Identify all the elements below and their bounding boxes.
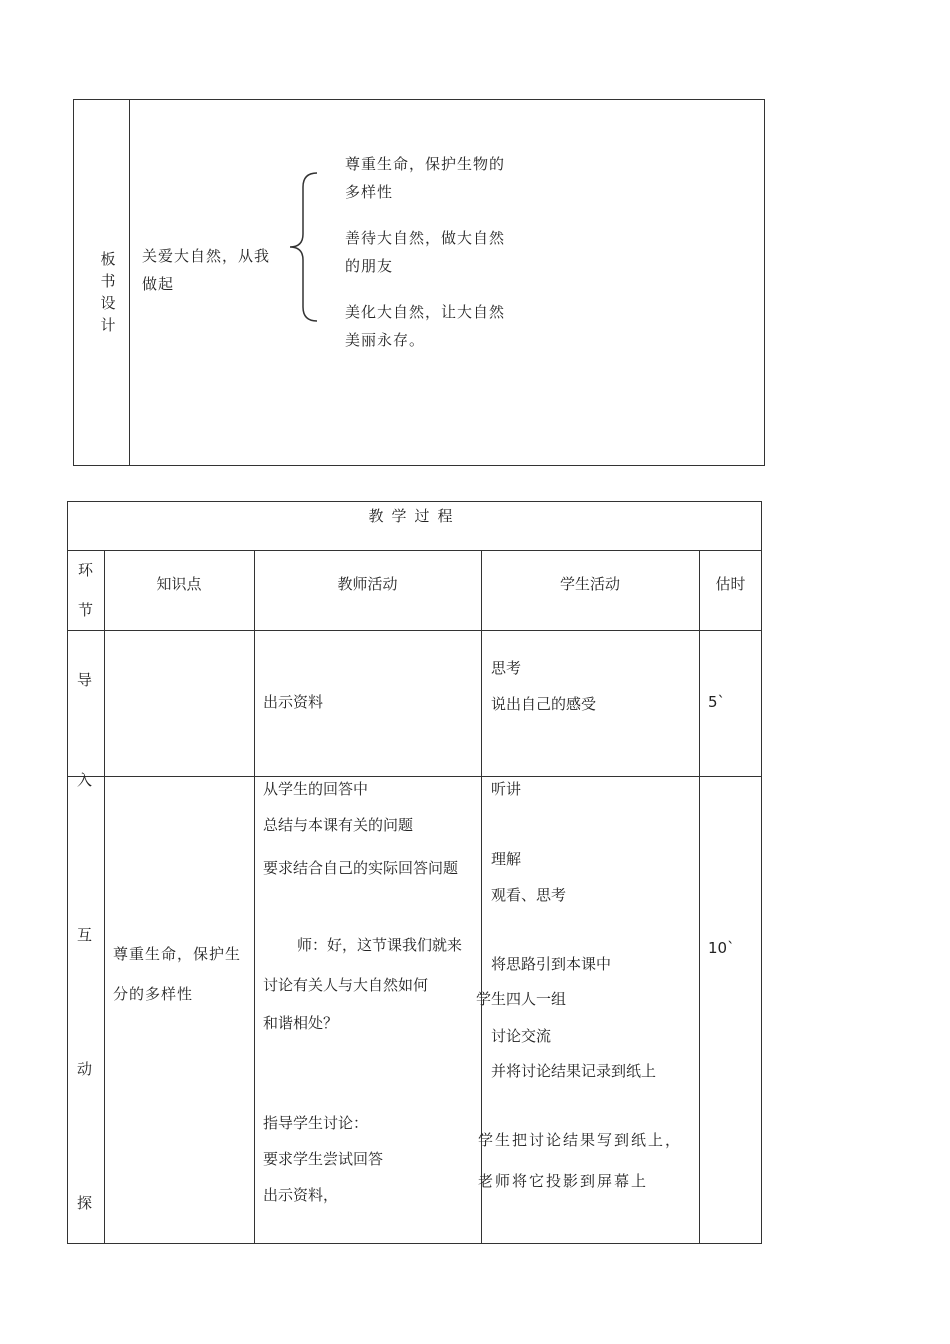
- teacher-line: 师：好，这节课我们就来讨论有关人与大自然如何: [263, 936, 463, 994]
- header-stage: 环节: [77, 561, 93, 619]
- header-student: 学生活动: [559, 575, 620, 593]
- board-label: 板书设计: [100, 250, 116, 334]
- student-line: 学生把讨论结果写到纸上，老师将它投影到屏幕上: [478, 1131, 683, 1190]
- board-branch-3: 美化大自然，让大自然美丽永存。: [345, 303, 506, 349]
- header-time: 估时: [715, 575, 746, 593]
- student-line: 讨论交流: [491, 1027, 552, 1045]
- student-line: 听讲: [491, 780, 522, 798]
- board-branch-2: 善待大自然，做大自然的朋友: [345, 229, 506, 275]
- header-knowledge: 知识点: [156, 575, 202, 593]
- student-line: 理解: [491, 850, 522, 868]
- teacher-line: 总结与本课有关的问题: [263, 816, 414, 834]
- table-rule: [699, 550, 700, 1244]
- board-branch-1: 尊重生命，保护生物的多样性: [345, 155, 506, 201]
- teacher-line: 从学生的回答中: [263, 780, 369, 798]
- header-teacher: 教师活动: [337, 575, 398, 593]
- teacher-line: 出示资料，: [263, 1186, 339, 1204]
- student-line: 学生四人一组: [476, 990, 567, 1008]
- time-cell: 5`: [708, 693, 726, 711]
- teacher-line: 要求结合自己的实际回答问题: [263, 859, 459, 877]
- table-rule: [104, 550, 105, 1244]
- table-rule: [254, 550, 255, 1244]
- teacher-line: 指导学生讨论：: [263, 1114, 369, 1132]
- table-rule: [67, 550, 762, 551]
- stage-cell: 互动探: [77, 926, 93, 1212]
- student-line: 观看、思考: [491, 886, 567, 904]
- board-topic: 关爱大自然，从我做起: [142, 247, 271, 293]
- student-line: 将思路引到本课中: [491, 955, 612, 973]
- student-line: 并将讨论结果记录到纸上: [491, 1062, 657, 1080]
- student-line: 思考: [491, 659, 522, 677]
- table-rule: [67, 630, 762, 631]
- teacher-line: 出示资料: [263, 693, 324, 711]
- table-rule: [67, 776, 762, 777]
- teacher-line: 要求学生尝试回答: [263, 1150, 384, 1168]
- process-title: 教学过程: [368, 507, 461, 525]
- student-line: 说出自己的感受: [491, 695, 597, 713]
- knowledge-cell: 尊重生命，保护生分的多样性: [113, 945, 242, 1003]
- teacher-line: 和谐相处？: [263, 1014, 339, 1032]
- curly-brace-icon: [283, 170, 323, 324]
- time-cell: 10`: [708, 939, 735, 957]
- stage-cell: 导入: [77, 671, 93, 789]
